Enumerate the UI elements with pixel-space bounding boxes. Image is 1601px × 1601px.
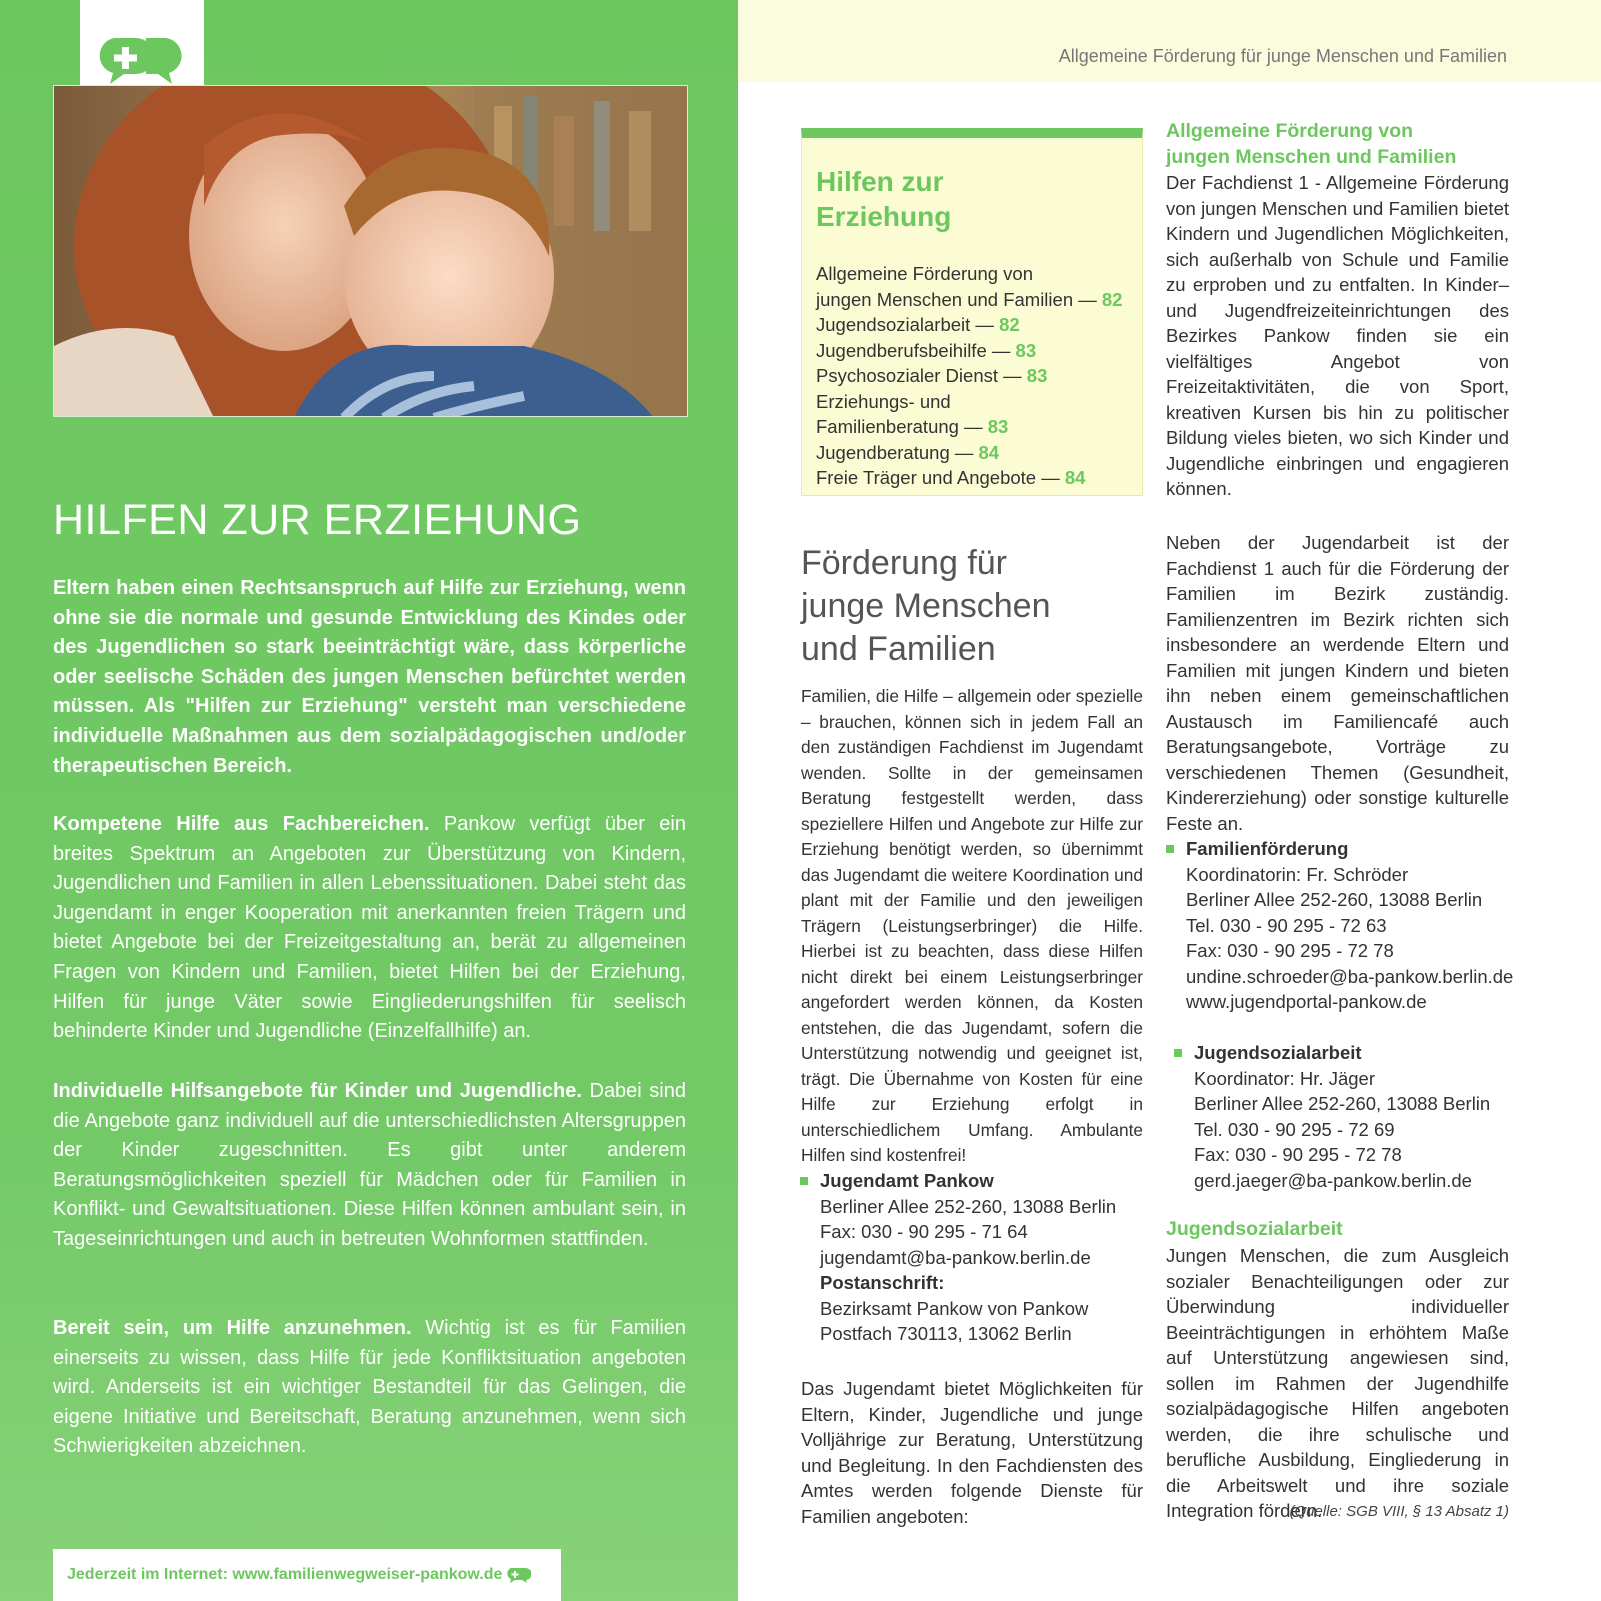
footer-box [53,1549,561,1601]
toc-item-label: Jugendsozialarbeit — [816,314,994,335]
contact-post-line: Postfach 730113, 13062 Berlin [820,1323,1072,1344]
heading-line: junge Menschen [801,587,1051,625]
speech-bubble-plus-icon [94,34,190,88]
paragraph-individuelle-hilfsangebote [53,1077,686,1255]
toc-item[interactable] [816,338,1122,364]
contact-email-link[interactable]: gerd.jaeger@ba-pankow.berlin.de [1194,1169,1472,1191]
contact-address: Berliner Allee 252-260, 13088 Berlin [1194,1093,1491,1114]
toc-item-label: Freie Träger und Angebote — [816,467,1060,488]
contact-coordinator: Koordinator: Hr. Jäger [1194,1067,1375,1089]
contact-web-link[interactable]: www.jugendportal-pankow.de [1186,991,1427,1012]
section-heading-jugendsozialarbeit: Jugendsozialarbeit [1166,1218,1343,1240]
heading-line: und Familien [801,630,996,668]
contact-email-link[interactable]: undine.schroeder@ba-pankow.berlin.de [1186,965,1514,987]
contact-address: Berliner Allee 252-260, 13088 Berlin [1186,889,1483,910]
bullet-square-icon [1166,845,1174,853]
paragraph-body: Wichtig ist es für Familien einerseits zu wissen, dass Hilfe für jede Konfliktsituation angeboten wird. Anderseits ist ein wichtiger Bestandteil für das Gelingen, die eigene Initiative und Bereitschaft, Beratung anzunehmen, wenn sich Schwierigkeiten abzeichnen. [53,1317,687,1458]
toc-item-page: 82 [999,314,1020,335]
paragraph-lead-in: Kompetene Hilfe aus Fachbereichen. [53,813,430,835]
toc-item-label: jungen Menschen und Familien — [816,288,1097,310]
section-heading-allgemeine-foerderung [1166,119,1456,170]
contact-name: Jugendsozialarbeit [1194,1042,1362,1063]
bullet-square-icon [1174,1049,1182,1057]
contact-familienfoerderung [1186,836,1513,1015]
toc-box [801,128,1143,496]
paragraph-jugendsozialarbeit: Jungen Menschen, die zum Ausgleich sozialer Benachteiligungen oder zur Überwindung individueller Beeinträchtigungen in erhöhtem Maße auf Unterstützung angewiesen sind, sollen im Rahmen der Jugendhilfe sozialpädagogische Hilfen angeboten werden, die ihre schulische und berufliche Ausbildung, Eingliederung in die Arbeitswelt und ihre soziale Integration fördern. [1166,1245,1509,1521]
toc-item[interactable] [816,440,1122,466]
toc-title [816,164,951,234]
contact-name: Familienförderung [1186,838,1349,859]
contact-name: Jugendamt Pankow [820,1170,994,1191]
contact-jugendamt [820,1168,1116,1347]
paragraph-fachdienst: Der Fachdienst 1 - Allgemeine Förderung von jungen Menschen und Familien bietet Kindern und Jugendlichen Möglichkeiten, sich außerhalb von Schule und Familie zu erproben und zu entfalten. In Kinder– und Jugendfreizeiteinrichtungen des Bezirkes Pankow finden sie ein vielfältiges Angebot von Freizeitaktivitäten, die von Sport, kreativen Kursen bis hin zu politischer Bildung vieles bieten, wo sich Kinder und Jugendliche einbringen und engagieren können. [1166,172,1509,499]
contact-post-label: Postanschrift: [820,1272,945,1293]
contact-post-line: Bezirksamt Pankow von Pankow [820,1297,1089,1319]
toc-item-page: 83 [1015,339,1037,361]
contact-jugendsozialarbeit [1194,1040,1490,1193]
toc-item-label: Erziehungs- und [816,390,951,412]
toc-item[interactable] [816,312,1122,338]
contact-fax: Fax: 030 - 90 295 - 71 64 [820,1221,1028,1242]
paragraph-body: Dabei sind die Angebote ganz individuell auf die unterschiedlichsten Altersgruppen der Kinder zugeschnitten. Es gibt unter anderem Beratungsmöglichkeiten speziell für Mädchen oder für Familien in Konflikt- und Gewaltsituationen. Diese Hilfen können ambulant sein, in Tageseinrichtungen und auch in betreuten Wohnformen stattfinden. [53,1080,686,1250]
contact-fax: Fax: 030 - 90 295 - 72 78 [1194,1144,1402,1165]
photo-mother-and-child [53,85,688,417]
toc-title-line: Erziehung [816,201,952,232]
lead-paragraph: Eltern haben einen Rechtsanspruch auf Hilfe zur Erziehung, wenn ohne sie die normale und gesunde Entwicklung des Kindes oder des Jugendlichen so stark beeinträchtigt wäre, dass körperliche oder seelische Schäden des jungen Menschen befürchtet werden müssen. Als "Hilfen zur Erziehung" versteht man verschiedene individuelle Maßnahmen aus dem sozialpädagogischen und/oder therapeutischen Bereich. [53,577,686,777]
contact-coordinator: Koordinatorin: Fr. Schröder [1186,863,1409,885]
left-panel [0,0,738,1601]
heading-line: Förderung für [801,544,1007,582]
toc-item-label: Jugendberatung — [816,441,974,463]
toc-item[interactable] [816,363,1122,389]
toc-item-label: Psychosozialer Dienst — [816,365,1022,386]
toc-item-label: Familienberatung — [816,416,983,437]
paragraph-lead-in: Individuelle Hilfsangebote für Kinder und Jugendliche. [53,1080,582,1102]
contact-tel: Tel. 030 - 90 295 - 72 69 [1194,1118,1395,1140]
toc-item[interactable] [816,287,1122,313]
paragraph-familien-hilfe: Familien, die Hilfe – allgemein oder spezielle – brauchen, können sich in jedem Fall an den zuständigen Fachdienst im Jugendamt wenden. Sollte in der gemeinsamen Beratung festgestellt werden, dass speziellere Hilfen und Angebote zur Hilfe zur Erziehung benötigt werden, so übernimmt das Jugendamt die weitere Koordination und plant mit der Familie und den jeweiligen Trägern (Leistungserbringer) die Hilfe. Hierbei ist zu beachten, dass diese Hilfen nicht direkt bei einem Leistungserbringer angefordert werden können, da Kosten entstehen, die das Jugendamt, sofern die Unterstützung notwendig und geeignet ist, trägt. Die Übernahme von Kosten für eine Hilfe zur Erziehung erfolgt in unterschiedlichem Umfang. Ambulante Hilfen sind kostenfrei! [801,686,1144,1165]
footer-website-text[interactable]: Jederzeit im Internet: www.familienwegweiser-pankow.de [67,1566,503,1583]
toc-item-page: 84 [1064,467,1086,488]
page-title: HILFEN ZUR ERZIEHUNG [53,496,582,544]
heading-line: Allgemeine Förderung von [1166,120,1414,142]
toc-item[interactable] [816,414,1122,440]
toc-item-page: 84 [978,441,1000,463]
paragraph-kompetente-hilfe [53,810,686,1047]
bullet-square-icon [800,1177,808,1185]
paragraph-familienfoerderung: Neben der Jugendarbeit ist der Fachdienst 1 auch für die Förderung der Familien im Bezirk zuständig. Familienzentren im Bezirk richten sich insbesondere an werdende Eltern und Familien mit jungen Kindern und bieten ihn neben einem gemeinschaftlichen Austausch im Familiencafé auch Beratungsangebote, Vorträge zu verschiedenen Themen (Gesundheit, Kindererziehung) oder sonstige kulturelle Feste an. [1166,532,1509,834]
toc-item-page: 82 [1101,288,1123,310]
toc-title-line: Hilfen zur [816,166,944,197]
header-running-title: Allgemeine Förderung für junge Menschen und Familien [1058,46,1507,66]
source-citation: (Quelle: SGB VIII, § 13 Absatz 1) [1289,1503,1509,1520]
toc-item-label: Jugendberufsbeihilfe — [816,339,1011,361]
speech-bubble-plus-icon [505,1566,531,1584]
header-band [738,0,1601,82]
toc-item[interactable] [816,389,1122,415]
paragraph-lead-in: Bereit sein, um Hilfe anzunehmen. [53,1317,412,1339]
section-heading-foerderung [801,542,1051,671]
contact-address: Berliner Allee 252-260, 13088 Berlin [820,1195,1117,1217]
paragraph-bereit-sein [53,1314,686,1462]
toc-list [816,261,1122,491]
toc-item-page: 83 [987,416,1009,437]
toc-item[interactable] [816,261,1122,287]
contact-email-link[interactable]: jugendamt@ba-pankow.berlin.de [820,1246,1091,1268]
toc-item-label: Allgemeine Förderung von [816,263,1033,284]
paragraph-body: Pankow verfügt über ein breites Spektrum an Angeboten zur Überstützung von Kindern, Jugendlichen und Familien in allen Lebenssituationen. Dabei steht das Jugendamt in enger Kooperation mit anerkannten freien Trägern und bietet Angebote bei der Freizeitgestaltung an, berät zu allgemeinen Fragen von Kindern und Familien, bietet Hilfen bei der Erziehung, Hilfen für junge Väter sowie Eingliederungshilfen für seelisch behinderte Kinder und Jugendliche (Einzelfallhilfe) an. [53,813,686,1043]
toc-item[interactable] [816,465,1122,491]
contact-tel: Tel. 030 - 90 295 - 72 63 [1186,914,1387,936]
contact-fax: Fax: 030 - 90 295 - 72 78 [1186,940,1394,961]
heading-line: jungen Menschen und Familien [1166,145,1457,168]
paragraph-jugendamt-angebote: Das Jugendamt bietet Möglichkeiten für Eltern, Kinder, Jugendliche und junge Volljährige zur Beratung, Unterstützung und Begleitung. In den Fachdiensten des Amtes werden folgende Dienste für Familien angeboten: [801,1378,1143,1527]
toc-item-page: 83 [1026,365,1048,386]
